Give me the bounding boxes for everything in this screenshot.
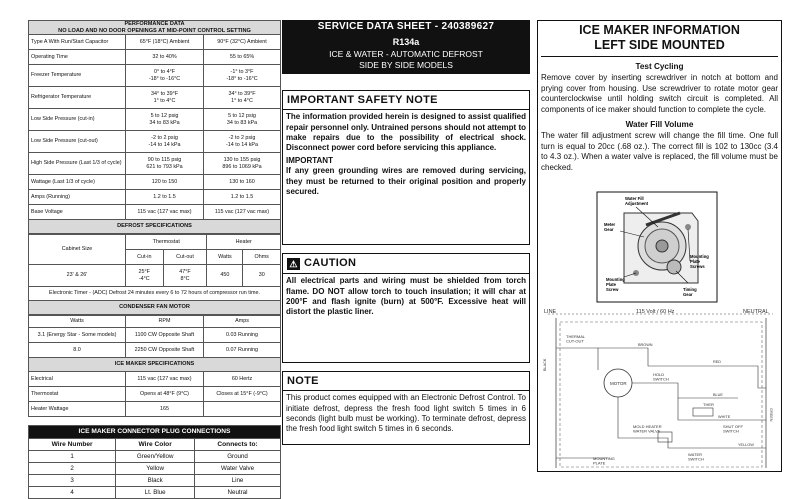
cabinet-size-label: Cabinet Size [29,235,126,265]
row-90f: 5 to 12 psig 34 to 83 kPa [204,109,281,131]
connector-rows [29,439,281,499]
connector-cell: Black [116,475,195,487]
fan-title: CONDENSER FAN MOTOR [29,301,281,315]
connector-table [28,425,281,499]
connector-cell: 3 [29,475,116,487]
connector-cell: Green/Yellow [116,451,195,463]
performance-row [29,131,281,153]
svg-text:BLUE: BLUE [713,393,723,397]
ice-spec-label: Electrical [29,372,126,387]
row-65f: 120 to 150 [126,175,204,190]
caution-header [283,254,529,274]
fan-table [28,315,281,417]
ice-spec-label: Heater Wattage [29,402,126,417]
warning-icon: ⚠ [287,258,300,270]
ice-maker-box [537,20,782,472]
caution-box [282,253,530,363]
cutin-value: 25°F -4°C [126,265,164,287]
fan-cell: 2250 CW Opposite Shaft [126,343,204,358]
safety-paragraph: The information provided herein is designed to assist qualified repair personnel only. Untrained persons should not attempt to make repairs due to the possibility of electrical shock. Disconnect power cord before servicing this appliance. [286,112,526,153]
cutout-label: Cut-out [163,250,207,265]
row-90f: 130 to 160 [204,175,281,190]
row-90f: 90°F (32°C) Ambient [204,35,281,50]
ice-spec-row [29,387,281,402]
performance-row [29,50,281,65]
heater-label: Heater [207,235,281,250]
row-90f: 34° to 39°F 1° to 4°C [204,87,281,109]
fan-header: Watts [29,316,126,328]
connector-cell: Ground [195,451,281,463]
fan-row [29,328,281,343]
connector-cell: Line [195,475,281,487]
svg-text:TimingGear: Timing Gear [683,287,697,297]
safety-title: IMPORTANT SAFETY NOTE [283,91,529,110]
svg-text:SHUT OFFSWITCH: SHUT OFF SWITCH [723,424,743,434]
connector-cell: 4 [29,487,116,499]
ice-spec-value: 165 [126,402,204,417]
watts-value: 450 [207,265,243,287]
row-label: Amps (Running) [29,190,126,205]
performance-row [29,87,281,109]
row-label: Base Voltage [29,205,126,220]
service-column [282,20,530,445]
defrost-title: DEFROST SPECIFICATIONS [29,220,281,234]
water-fill-text: The water fill adjustment screw will change the fill time. One full turn is equal to 20cc (.68 oz.). The correct fill is 102 to 130cc (3.4 to 4.3 oz.). When a water valve is replaced, the fill volume must be checked. [541,131,778,172]
svg-text:NEUTRAL: NEUTRAL [743,309,769,315]
connector-row [29,463,281,475]
svg-text:GREEN: GREEN [769,408,773,422]
grounding-paragraph: If any green grounding wires are removed during servicing, they must be returned to their original position and properly secured. [286,166,526,196]
row-65f: 65°F (18°C) Ambient [126,35,204,50]
connector-cell: Water Valve [195,463,281,475]
water-fill-title: Water Fill Volume [625,120,694,130]
svg-text:THERMALCUT-OUT: THERMAL CUT-OUT [566,334,586,344]
cabinet-size-value: 23' & 26' [29,265,126,287]
fan-cell: 0.07 Running [204,343,281,358]
row-65f: 5 to 12 psig 34 to 83 kPa [126,109,204,131]
row-label: Type A With Run/Start Capacitor [29,35,126,50]
important-label: IMPORTANT [286,155,333,165]
row-90f: -1° to 3°F -18° to -16°C [204,65,281,87]
wiring-diagram [538,308,783,471]
fan-rows [29,316,281,358]
row-65f: 90 to 115 psig 621 to 793 kPa [126,153,204,175]
svg-text:MeterGear: Meter Gear [604,222,616,232]
svg-text:YELLOW: YELLOW [738,443,754,447]
row-label: High Side Pressure (Last 1/3 of cycle) [29,153,126,175]
spec-column [28,20,281,499]
svg-text:RED: RED [713,360,722,364]
row-90f: -2 to 2 psig -14 to 14 kPa [204,131,281,153]
svg-text:BLACK: BLACK [543,358,547,371]
ice-spec-value: Opens at 48°F (9°C) [126,387,204,402]
cutin-label: Cut-in [126,250,164,265]
performance-row [29,175,281,190]
svg-text:MOUNTINGPLATE: MOUNTING PLATE [593,456,615,466]
row-65f: 32 to 40% [126,50,204,65]
performance-row [29,153,281,175]
connector-header: Wire Number [29,439,116,451]
row-label: Operating Time [29,50,126,65]
sheet-title: SERVICE DATA SHEET - 240389627 [317,21,495,32]
connector-row [29,487,281,499]
connector-title: ICE MAKER CONNECTOR PLUG CONNECTIONS [29,426,281,439]
svg-text:MountingPlateScrew: Mounting Plate Screw [606,277,625,292]
model-description: ICE & WATER - AUTOMATIC DEFROST SIDE BY SIDE MODELS [329,49,483,70]
svg-text:MOTOR: MOTOR [610,381,627,386]
row-90f: 55 to 65% [204,50,281,65]
performance-row [29,190,281,205]
connector-header-row [29,439,281,451]
svg-text:HOLDSWITCH: HOLD SWITCH [653,372,669,382]
row-label: Low Side Pressure (cut-out) [29,131,126,153]
ice-spec-title: ICE MAKER SPECIFICATIONS [29,358,281,372]
test-cycling-text: Remove cover by inserting screwdriver in notch at bottom and prying cover from housing. Use screwdriver to rotate motor gear counterclockwise until holding switch circuit is completed. All components of ice maker should function to complete the cycle. [541,73,778,114]
connector-cell: Lt. Blue [116,487,195,499]
fan-cell: 0.03 Running [204,328,281,343]
row-label: Wattage (Last 1/3 of cycle) [29,175,126,190]
service-data-header [282,20,530,74]
ohms-value: 30 [243,265,281,287]
fan-header: Amps [204,316,281,328]
label-water-fill-1: Water Fill [625,196,644,201]
row-label: Low Side Pressure (cut-in) [29,109,126,131]
caution-text: All electrical parts and wiring must be shielded from torch flame. DO NOT allow torch to touch insulation; it will char at 200°F and flash ignite (burn) at 500°F. Excessive heat will distort the plastic liner. [286,276,526,317]
timer-note: Electronic Timer - (ADC) Defrost 24 minutes every 6 to 72 hours of compressor run time. [29,287,281,301]
defrost-table [28,234,281,315]
note-text: This product comes equipped with an Electronic Defrost Control. To initiate defrost, depress the fresh food light switch 5 times in 6 seconds (light bulb must be working). To terminate defrost, depress the fresh food light switch 5 times in 6 seconds. [286,393,526,434]
ice-maker-front-diagram [596,191,718,303]
performance-table [28,20,281,234]
row-90f: 130 to 155 psig 896 to 1069 kPa [204,153,281,175]
performance-row [29,35,281,50]
note-box [282,371,530,445]
row-label: Freezer Temperature [29,65,126,87]
row-65f: 1.2 to 1.5 [126,190,204,205]
svg-text:WHITE: WHITE [718,415,731,419]
svg-text:THER: THER [703,402,714,407]
test-cycling-title: Test Cycling [635,62,684,71]
row-65f: -2 to 2 psig -14 to 14 kPa [126,131,204,153]
fan-cell: 3.1 (Energy Star - Some models) [29,328,126,343]
ohms-label: Ohms [243,250,281,265]
performance-row [29,65,281,87]
refrigerant: R134a [392,37,420,47]
performance-title: PERFORMANCE DATA NO LOAD AND NO DOOR OPENINGS AT MID-POINT CONTROL SETTING [29,21,281,35]
row-65f: 34° to 39°F 1° to 4°C [126,87,204,109]
fan-row [29,343,281,358]
note-title: NOTE [283,372,529,391]
caution-title: CAUTION [304,257,357,270]
connector-row [29,475,281,487]
connector-cell: Neutral [195,487,281,499]
svg-text:LINE: LINE [544,309,557,315]
ice-spec-extra: 60 Hertz [204,372,281,387]
svg-text:WATERSWITCH: WATER SWITCH [688,452,704,462]
safety-body [283,110,529,202]
connector-cell: 2 [29,463,116,475]
cutout-value: 47°F 8°C [163,265,207,287]
ice-spec-label: Thermostat [29,387,126,402]
watts-label: Watts [207,250,243,265]
connector-header: Connects to: [195,439,281,451]
ice-spec-extra: Closes at 15°F (-9°C) [204,387,281,402]
row-65f: 0° to 4°F -18° to -16°C [126,65,204,87]
connector-cell: 1 [29,451,116,463]
connector-row [29,451,281,463]
ice-spec-rows [29,372,281,417]
thermostat-label: Thermostat [126,235,207,250]
ice-spec-value: 115 vac (127 vac max) [126,372,204,387]
row-90f: 1.2 to 1.5 [204,190,281,205]
safety-note-box [282,90,530,245]
svg-text:BROWN: BROWN [638,343,653,347]
svg-text:115 Volt / 60 Hz: 115 Volt / 60 Hz [636,309,675,315]
row-65f: 115 vac (127 vac max) [126,205,204,220]
row-label: Refrigerator Temperature [29,87,126,109]
ice-spec-row [29,372,281,387]
fan-header-row [29,316,281,328]
row-90f: 115 vac (127 vac max) [204,205,281,220]
fan-header: RPM [126,316,204,328]
label-water-fill-2: Adjustment [625,201,649,206]
performance-rows [29,35,281,220]
ice-spec-extra [204,402,281,417]
svg-text:MOLD HEATERWATER VALVE: MOLD HEATER WATER VALVE [633,424,662,434]
fan-cell: 1100 CW Opposite Shaft [126,328,204,343]
fan-cell: 8.0 [29,343,126,358]
performance-row [29,109,281,131]
ice-spec-row [29,402,281,417]
connector-header: Wire Color [116,439,195,451]
performance-row [29,205,281,220]
ice-maker-title: ICE MAKER INFORMATION LEFT SIDE MOUNTED [541,21,778,57]
svg-text:MountingPlateScrews: Mounting Plate Screws [690,254,709,269]
connector-cell: Yellow [116,463,195,475]
